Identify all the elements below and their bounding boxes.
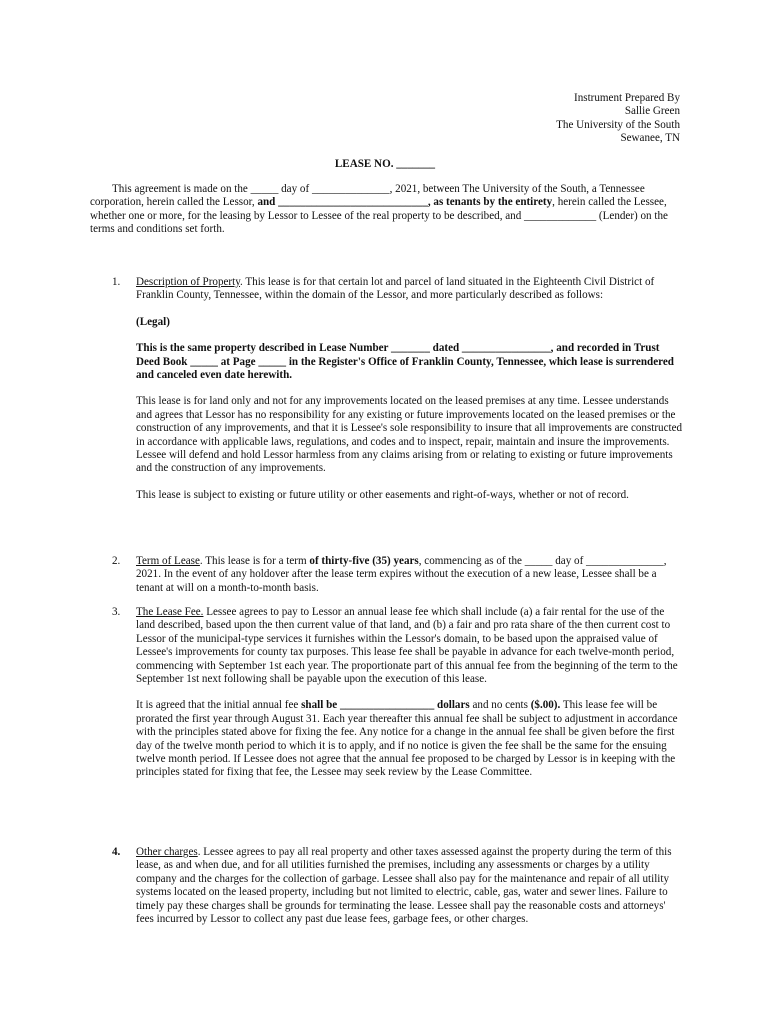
preparer-location: Sewanee, TN [620,132,680,145]
intro-bold: and ___________________________, as tenants by the entirety [257,196,553,209]
section-heading: Term of Lease [136,555,200,567]
section-text: , commencing as of the _____ day of ______________, 2021. In the event of any holdover after the lease term expires without the execution of a new lease, Lessee shall be a tenant at will on a month-to-month basis. [136,555,667,594]
preparer-name: Sallie Green [624,105,680,118]
section-text: and no cents [469,699,531,712]
section-text: . This lease is for a term [199,555,310,567]
intro-paragraph [90,183,684,237]
preparer-organization: The University of the South [556,118,680,131]
section-number: 2. [112,555,121,567]
cents-bold: ($.00). [530,699,561,712]
section-paragraph [136,606,684,686]
section-description-of-property [112,276,684,515]
section-lease-fee [112,606,684,793]
section-paragraph [136,846,684,926]
section-term-of-lease [112,555,684,608]
section-heading: Description of Property [136,276,241,288]
section-text: . This lease is for that certain lot and parcel of land situated in the Eighteenth Civil District of Franklin County, Tennessee, within the domain of the Lessor, and more particularly described as follows: [136,276,655,302]
prior-lease-paragraph: This is the same property described in Lease Number _______ dated ________________, and recorded in Trust Deed Book _____ at Page _____ in the Register's Office of Franklin County, Tennessee, which lease is surrendered and canceled even date herewith. [136,342,674,382]
improvements-paragraph: This lease is for land only and not for any improvements located on the leased premises at any time. Lessee understands and agrees that Lessor has no responsibility for any existing or future improvements located on the leased premises or the construction of any improvements, and that it is Lessee's sole responsibility to insure that all improvements are constructed in accordance with applicable laws, regulations, and codes and to inspect, repair, maintain and insure the improvements. Lessee will defend and hold Lessor harmless from any claims arising from or relating to existing or future improvements and the construction of any improvements. [136,395,683,475]
section-number: 4. [112,846,121,858]
section-text: Lessee agrees to pay to Lessor an annual lease fee which shall include (a) a fair rental for the use of the land described, based upon the then current value of that land, and (b) a fair and pro rata share of the then current cost to Lessor of the municipal-type services it furnishes within the Lessor's domain, to be based upon the appraised value of Lessee's improvements for county tax purposes. This lease fee shall be payable in advance for each twelve-month period, commencing with September 1st each year. The proportionate part of this annual fee from the beginning of the term to the September 1st next following shall be payable upon the execution of this lease. [136,606,678,686]
term-bold: of thirty-five (35) years [309,555,419,567]
section-text: It is agreed that the initial annual fee [136,699,302,712]
section-heading: Other charges [136,846,198,858]
intro-text-2: , herein called the Lessee, whether one or more, for the leasing by Lessor to Lessee of the real property to be described, and _____________ (Lender) on the terms and conditions set forth. [90,196,668,236]
prepared-by-line: Instrument Prepared By [574,92,680,104]
intro-text-1: This agreement is made on the _____ day of ______________, 2021, between The University of the South, a Tennessee corporation, herein called the Lessor, [90,183,645,209]
initial-fee-paragraph [136,699,684,779]
document-title: LEASE NO. _______ [334,158,436,170]
section-text: This lease fee will be prorated the first year through August 31. Each year thereafter this annual fee shall be subject to adjustment in accordance with the principles stated above for fixing the fee. Any notice for a change in the annual fee shall be given before the first day of the twelve month period to which it is to apply, and if no notice is given the fee shall be the same for the ensuing twelve month period. If Lessee does not agree that the annual fee proposed to be charged by Lessor is in keeping with the principles stated for fixing that fee, the Lessee may seek review by the Lease Committee. [136,699,678,779]
section-paragraph [136,555,684,595]
section-other-charges [112,846,684,939]
section-paragraph [136,276,684,303]
section-number: 3. [112,606,121,618]
section-number: 1. [112,276,121,288]
section-heading: The Lease Fee. [136,606,204,618]
section-text: . Lessee agrees to pay all real property and other taxes assessed against the property during the term of this lease, as and when due, and for all utilities furnished the premises, including any assessments or charges by a utility company and the charges for the collection of garbage. Lessee shall also pay for the maintenance and repair of all utility systems located on the leased property, including but not limited to electric, cable, gas, water and sewer lines. Failure to timely pay these charges shall be grounds for terminating the lease. Lessee shall pay the reasonable costs and attorneys' fees incurred by Lessor to collect any past due lease fees, garbage fees, or other charges. [136,846,672,926]
prepared-by-block [556,92,680,146]
fee-bold: shall be _________________ dollars [301,699,470,712]
legal-placeholder: (Legal) [136,315,170,328]
easements-paragraph: This lease is subject to existing or future utility or other easements and right-of-ways, whether or not of record. [136,488,629,501]
